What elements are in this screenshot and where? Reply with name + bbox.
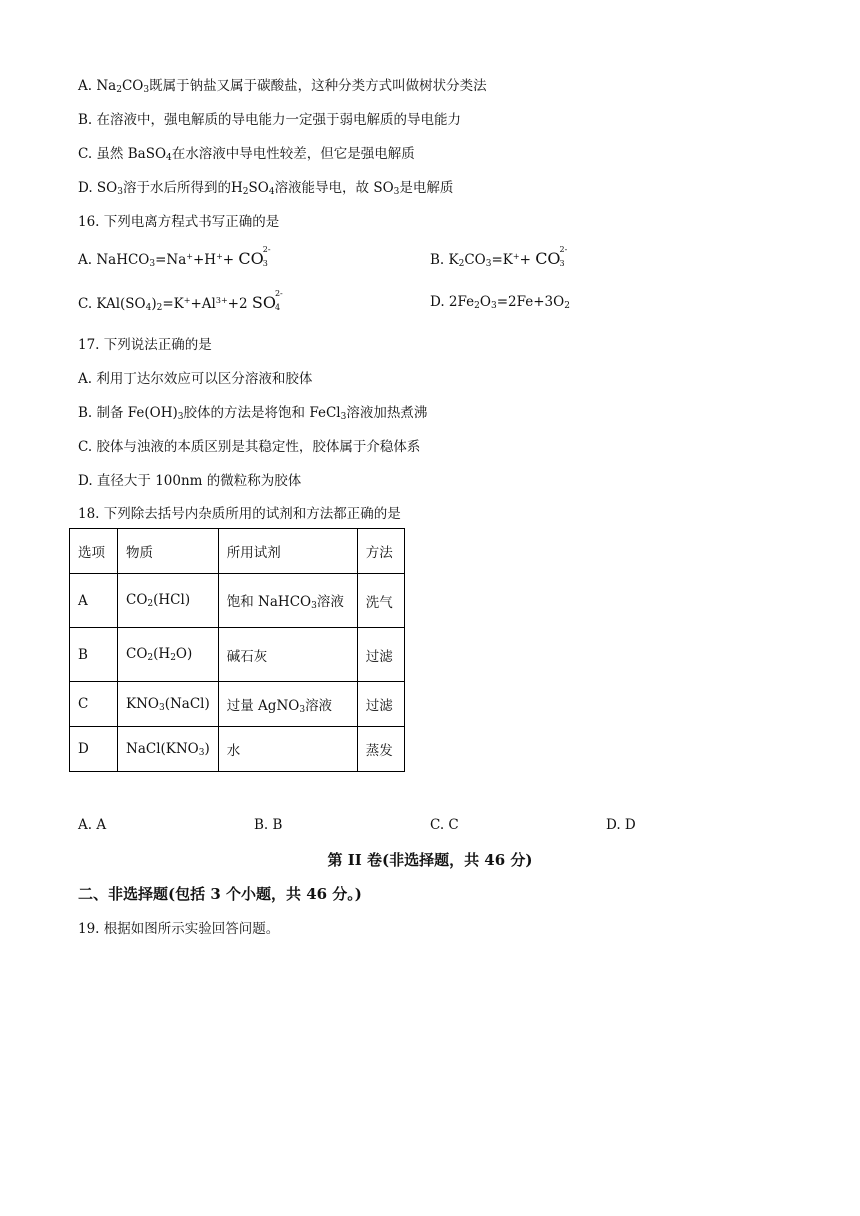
cell-reagent: 饱和 NaHCO$_3$溶液 bbox=[218, 574, 357, 628]
q18-choice-b: B. B bbox=[254, 817, 283, 833]
cell-option: B bbox=[70, 628, 118, 682]
q18-choice-c: C. C bbox=[430, 817, 459, 833]
section-title: 第 II 卷(非选择题，共 46 分) bbox=[327, 851, 533, 869]
table-row bbox=[70, 628, 405, 682]
cell-substance: $CO_2(H_2O)$ bbox=[118, 628, 219, 682]
q15-option-a: A. $Na_2CO_3$既属于钠盐又属于碳酸盐，这种分类方式叫做树状分类法 bbox=[78, 78, 487, 95]
q15-option-b: B. 在溶液中，强电解质的导电能力一定强于弱电解质的导电能力 bbox=[78, 112, 462, 128]
table-header-row bbox=[70, 529, 405, 574]
q17-option-c: C. 胶体与浊液的本质区别是其稳定性，胶体属于介稳体系 bbox=[78, 439, 421, 455]
q16-option-c: C. $KAl(SO_4)_2=K^++Al^{3+}+2$ SO 2- 4 bbox=[78, 289, 283, 313]
q17-option-b: B. 制备 $Fe(OH)_3$胶体的方法是将饱和 FeCl$_3$溶液加热煮沸 bbox=[78, 405, 428, 422]
q18-table bbox=[69, 528, 405, 772]
q19-stem: 19. 根据如图所示实验回答问题。 bbox=[78, 921, 280, 937]
table-row bbox=[70, 574, 405, 628]
carbonate-ion: CO 2- 3 bbox=[535, 245, 568, 268]
table-row bbox=[70, 682, 405, 727]
table-row bbox=[70, 727, 405, 772]
q16-option-a: A. NaHCO$_3$=Na++H++ CO 2- 3 bbox=[78, 245, 271, 269]
cell-option: C bbox=[70, 682, 118, 727]
cell-reagent: 水 bbox=[218, 727, 357, 772]
cell-method: 过滤 bbox=[357, 628, 404, 682]
carbonate-ion: CO 2- 3 bbox=[238, 245, 271, 268]
cell-substance: $KNO_3(NaCl)$ bbox=[118, 682, 219, 727]
q17-option-d: D. 直径大于 100nm 的微粒称为胶体 bbox=[78, 473, 302, 489]
sulfate-ion: SO 2- 4 bbox=[251, 289, 283, 312]
q17-stem: 17. 下列说法正确的是 bbox=[78, 337, 212, 353]
table-header: 选项 bbox=[70, 529, 118, 574]
q16-option-b: B. $K_2CO_3=K^++$ CO 2- 3 bbox=[430, 245, 568, 269]
q18-choice-d: D. D bbox=[606, 817, 636, 833]
q15-option-c: C. 虽然 BaSO$_4$在水溶液中导电性较差，但它是强电解质 bbox=[78, 146, 415, 163]
cell-reagent: 碱石灰 bbox=[218, 628, 357, 682]
cell-method: 蒸发 bbox=[357, 727, 404, 772]
q16-stem: 16. 下列电离方程式书写正确的是 bbox=[78, 214, 280, 230]
cell-option: A bbox=[70, 574, 118, 628]
cell-substance: $CO_2(HCl)$ bbox=[118, 574, 219, 628]
cell-substance: $NaCl(KNO_3)$ bbox=[118, 727, 219, 772]
cell-method: 洗气 bbox=[357, 574, 404, 628]
section-part-heading: 二、非选择题(包括 3 个小题，共 46 分。) bbox=[78, 885, 362, 903]
table-header: 方法 bbox=[357, 529, 404, 574]
q15-option-d: D. $SO_3$溶于水后所得到的$H_2SO_4$溶液能导电，故 $SO_3$是电解质 bbox=[78, 180, 454, 197]
q17-option-a: A. 利用丁达尔效应可以区分溶液和胶体 bbox=[78, 371, 313, 387]
cell-option: D bbox=[70, 727, 118, 772]
q18-stem: 18. 下列除去括号内杂质所用的试剂和方法都正确的是 bbox=[78, 506, 401, 522]
table-header: 所用试剂 bbox=[218, 529, 357, 574]
q16-option-d: D. $2Fe_2O_3=2Fe+3O_2$ bbox=[430, 294, 570, 311]
q18-choice-a: A. A bbox=[78, 817, 107, 833]
cell-method: 过滤 bbox=[357, 682, 404, 727]
cell-reagent: 过量 AgNO$_3$溶液 bbox=[218, 682, 357, 727]
table-header: 物质 bbox=[118, 529, 219, 574]
